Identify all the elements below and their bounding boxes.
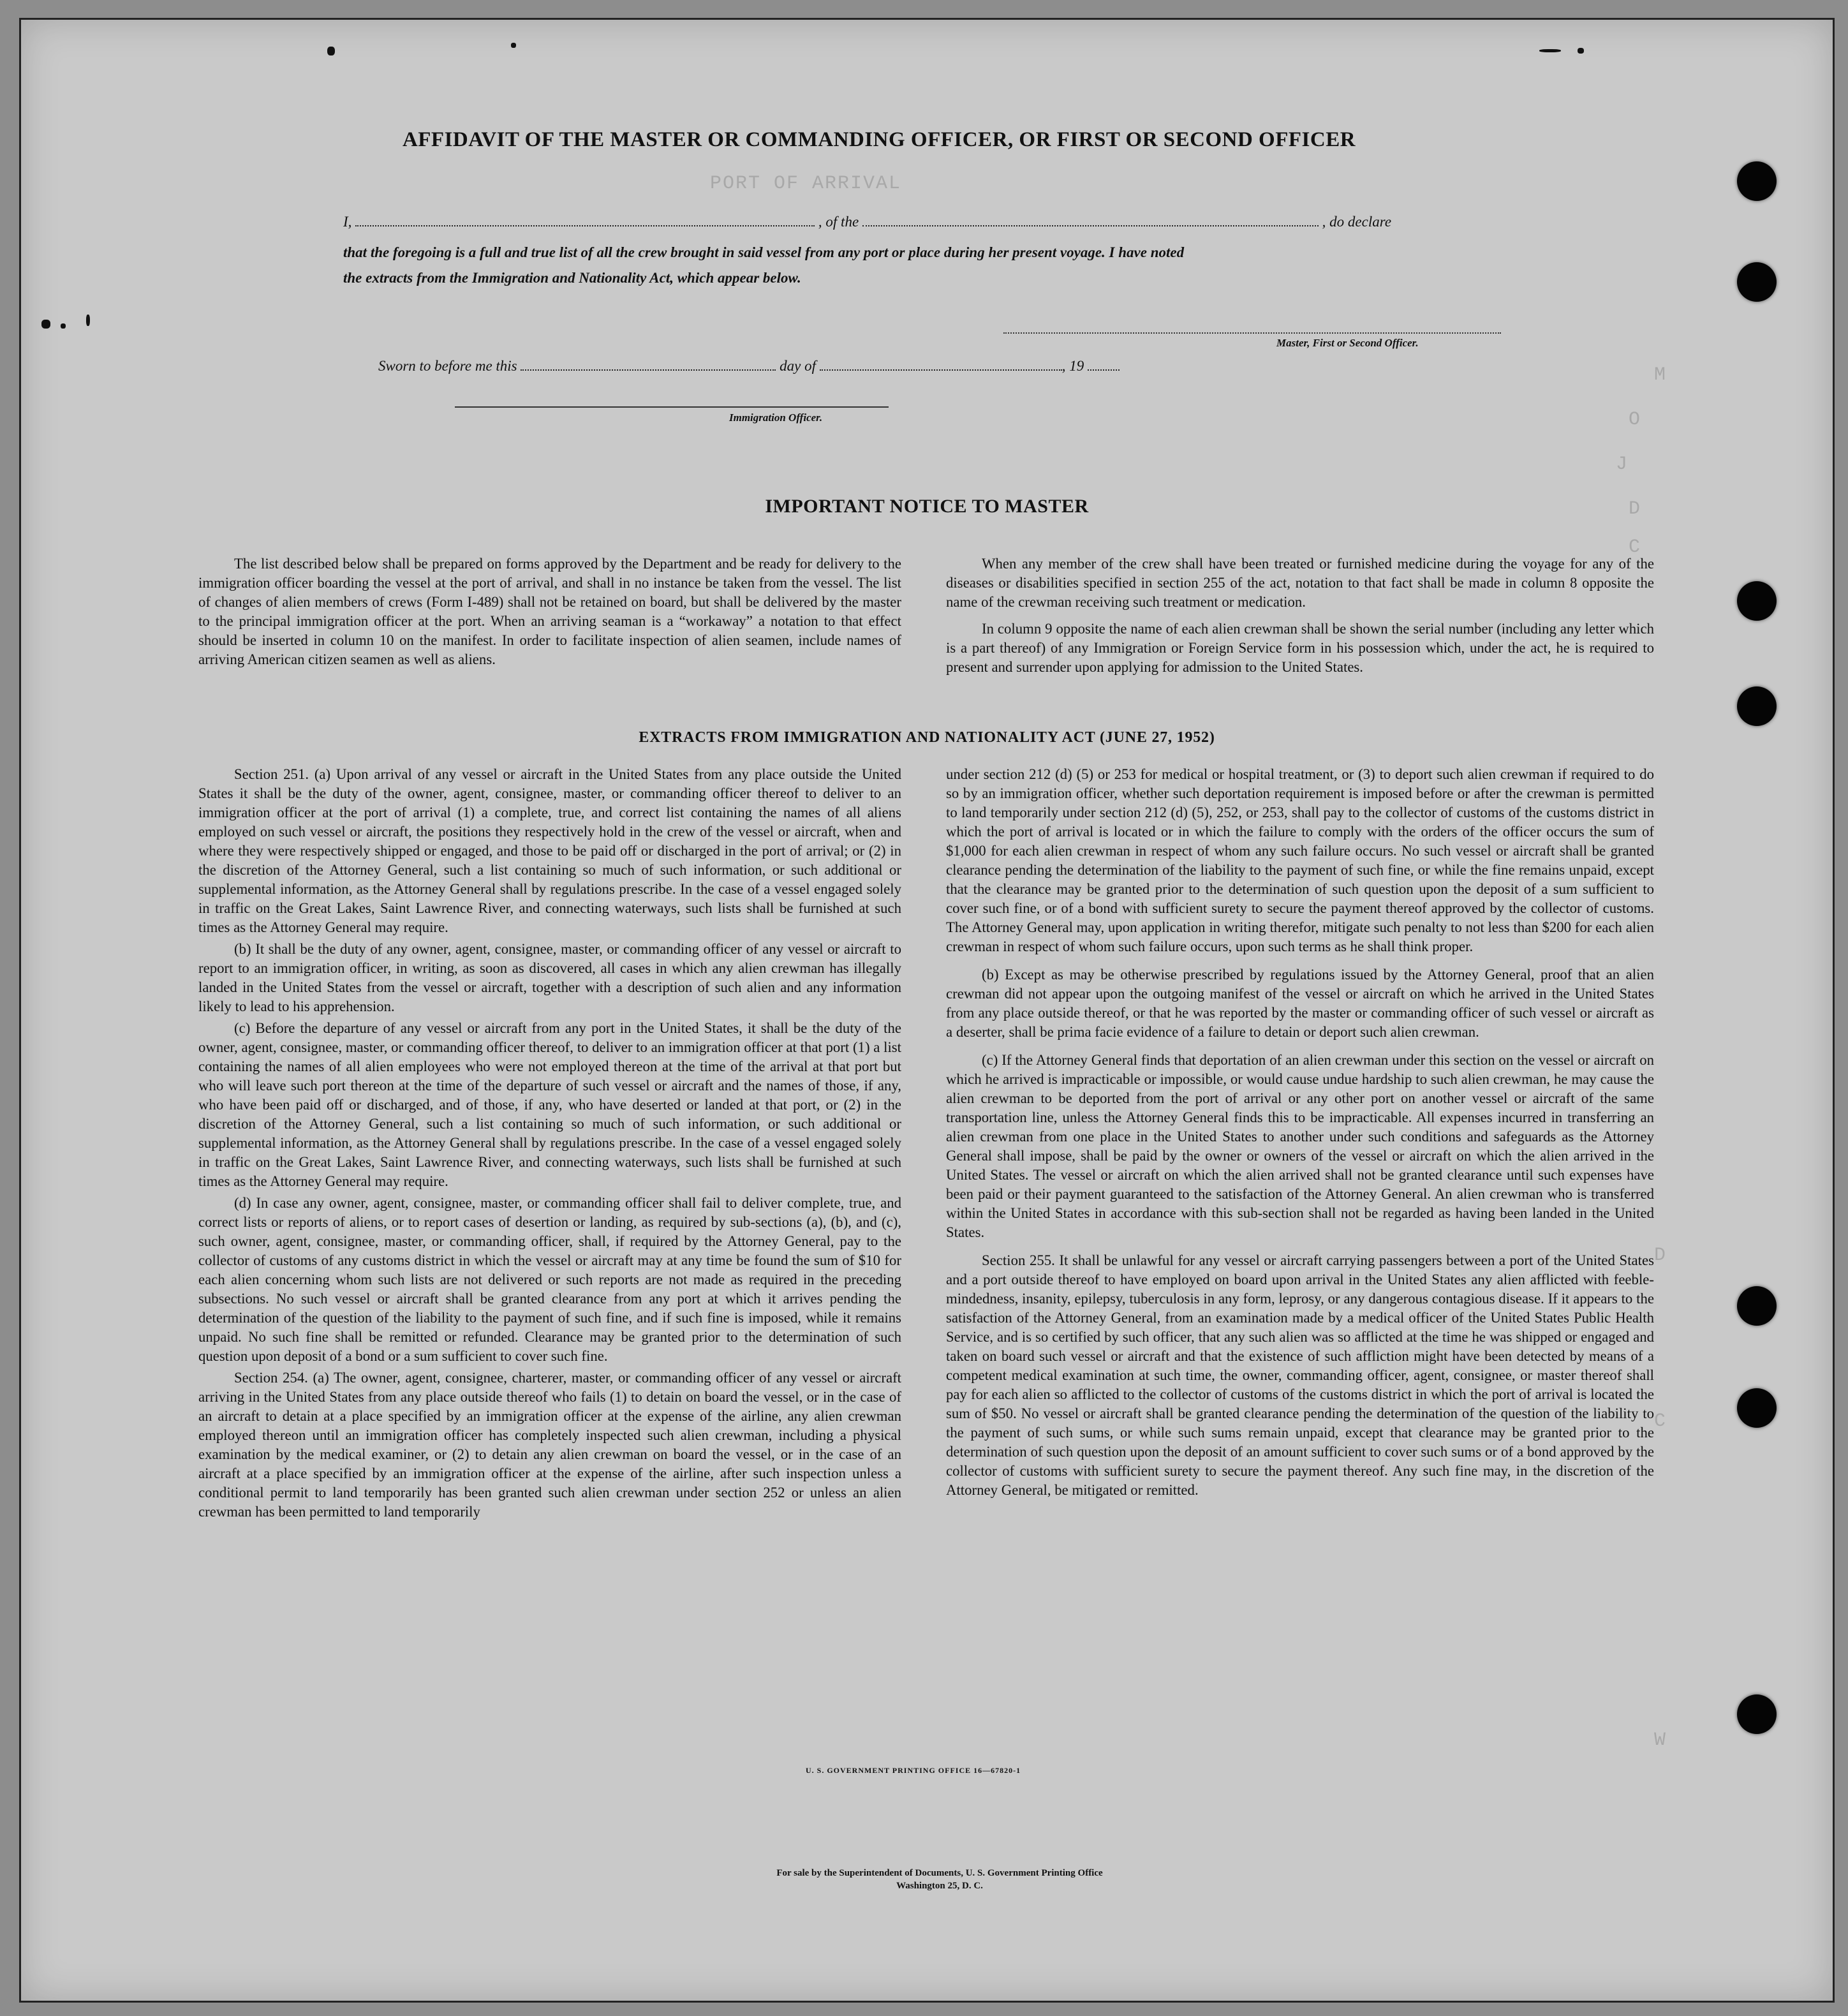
sworn-label: Sworn to before me this bbox=[378, 358, 517, 374]
do-declare-label: , do declare bbox=[1322, 214, 1392, 230]
bleed-through-text: W bbox=[1654, 1730, 1667, 1751]
extracts-right-column bbox=[946, 765, 1654, 1500]
sworn-month-field[interactable] bbox=[820, 357, 1062, 371]
i-label: I, bbox=[343, 214, 352, 230]
declarant-name-field[interactable] bbox=[355, 212, 815, 226]
bleed-through-text: PORT OF ARRIVAL bbox=[710, 173, 902, 195]
punch-hole bbox=[1737, 161, 1777, 201]
punch-hole bbox=[1737, 1694, 1777, 1734]
master-caption: Master, First or Second Officer. bbox=[1276, 337, 1419, 349]
bleed-through-text: O bbox=[1629, 409, 1642, 431]
notice-right-paragraph-2: In column 9 opposite the name of each alien crewman shall be shown the serial number (including any letter which is a part thereof) of any Immigration or Foreign Service form in his possession which, under the act, he is required to present and surrender upon applying for admission to the United States. bbox=[946, 621, 1654, 675]
notice-right-column bbox=[946, 554, 1654, 677]
punch-hole bbox=[1737, 581, 1777, 621]
bleed-through-text: C bbox=[1629, 537, 1642, 558]
vessel-name-field[interactable] bbox=[862, 212, 1319, 226]
printer-imprint: U. S. GOVERNMENT PRINTING OFFICE 16—67820-1 bbox=[806, 1766, 1021, 1775]
immigration-officer-signature-line[interactable] bbox=[455, 406, 889, 408]
sworn-day-field[interactable] bbox=[521, 357, 776, 371]
section-251-d: (d) In case any owner, agent, consignee, master, or commanding officer shall fail to deliver complete, true, and correct lists or reports of aliens, or to report cases of desertion or landing, as required by sub-sections (a), (b), and (c), such owner, agent, consignee, master, or commanding officer, shall, if required by the Attorney General, pay to the collector of customs of any customs district in which the vessel or aircraft may at any time be found the sum of $10 for each alien concerning whom such lists are not delivered or such reports are not made as required in the preceding subsections. No such vessel or aircraft shall be granted clearance from any port at which it arrives pending the determination of the question of the liability to the payment of such fine, and if such fine is imposed, while it remains unpaid. No such fine shall be remitted or refunded. Clearance may be granted prior to the determination of such question upon deposit of a bond or a sum sufficient to cover such fine. bbox=[198, 1195, 901, 1364]
punch-hole bbox=[1737, 1286, 1777, 1326]
punch-hole bbox=[1737, 262, 1777, 302]
notice-left-paragraph: The list described below shall be prepared on forms approved by the Department and be ready for delivery to the immigration officer boarding the vessel at the port of arrival, and shall in no instance be taken from the vessel. The list of changes of alien members of crews (Form I-489) shall not be retained on board, but shall be delivered by the master to the principal immigration officer at the port. When an arriving seaman is a “workaway” a notation to that effect should be inserted in column 10 on the manifest. In order to facilitate inspection of alien seamen, include names of arriving American citizen seamen as well as aliens. bbox=[198, 556, 901, 667]
bleed-through-text: J bbox=[1616, 454, 1629, 475]
immigration-caption: Immigration Officer. bbox=[729, 411, 823, 424]
ink-speck bbox=[327, 47, 335, 56]
section-254-a-continued: under section 212 (d) (5) or 253 for medical or hospital treatment, or (3) to deport such alien crewman if required to do so by an immigration officer, whether such deportation requirement is imposed before or after the crewman is permitted to land temporarily under section 212 (d) (5), 252, or 253, shall pay to the collector of customs of the customs district in which the port of arrival is located or in which the failure to comply with the orders of the officer occurs the sum of $1,000 for each alien crewman in respect of whom any such failure occurs. No such vessel or aircraft shall be granted clearance pending the determination of the liability to the payment of such fine, or while the fine remains unpaid, except that the clearance may be granted prior to the determination of such question upon the deposit of a sum sufficient to cover such fine, or of a bond with sufficient surety to secure the payment thereof approved by the collector of customs. The Attorney General may, upon application in writing therefor, mitigate such penalty to not less than $200 for each alien crewman in respect of whom such failure occurs, upon such terms as he shall think proper. bbox=[946, 766, 1654, 954]
bleed-through-text: C bbox=[1654, 1411, 1667, 1432]
year-label: , 19 bbox=[1061, 358, 1084, 374]
section-254-a: Section 254. (a) The owner, agent, consignee, charterer, master, or commanding officer of any vessel or aircraft arriving in the United States from any place outside thereof who fails (1) to detain on board the vessel, or in the case of an aircraft to detain at a place specified by an immigration officer at the expense of the airline, any alien crewman employed thereon until an immigration officer has completely inspected such alien crewman, including a physical examination by the medical examiner, or (2) to detain any alien crewman on board the vessel, or in the case of an aircraft at a place specified by an immigration officer at the expense of the airline, after such inspection unless a conditional permit to land temporarily has been granted such alien crewman under section 252 or unless an alien crewman has been permitted to land temporarily bbox=[198, 1370, 901, 1520]
notice-left-column bbox=[198, 554, 901, 669]
of-the-label: , of the bbox=[818, 214, 859, 230]
ink-speck bbox=[61, 323, 66, 329]
master-signature-line[interactable] bbox=[1003, 332, 1501, 334]
ink-speck bbox=[1578, 48, 1584, 54]
section-251-b: (b) It shall be the duty of any owner, agent, consignee, master, or commanding officer of any vessel or aircraft to report to an immigration officer, in writing, as soon as discovered, all cases in which any alien crewman has illegally landed in the United States from the vessel or aircraft, together with a description of such alien and any information likely to lead to his apprehension. bbox=[198, 941, 901, 1014]
affidavit-title: AFFIDAVIT OF THE MASTER OR COMMANDING OFFICER, OR FIRST OR SECOND OFFICER bbox=[402, 128, 1356, 151]
statement-line-1: that the foregoing is a full and true list of all the crew brought in said vessel from any port or place during her present voyage. I have noted bbox=[343, 244, 1185, 260]
section-251-c: (c) Before the departure of any vessel or aircraft from any port in the United States, it shall be the duty of the owner, agent, consignee, master, or commanding officer thereof, to deliver to an immigration officer at that port (1) a list containing the names of all alien employees who were not employed thereon at the time of the arrival at that port but who will leave such port thereon at the time of the departure of such vessel or aircraft and the names of those, if any, who have been paid off or discharged, and of those, if any, who have deserted or landed at that port, or (2) in the discretion of the Attorney General, such a list containing so much of such information, or such additional or supplemental information, as the Attorney General shall by regulations prescribe. In the case of a vessel engaged solely in traffic on the Great Lakes, Saint Lawrence River, and connecting waterways, such lists shall be furnished at such times as the Attorney General may require. bbox=[198, 1020, 901, 1189]
notice-right-paragraph-1: When any member of the crew shall have been treated or furnished medicine during the voyage for any of the diseases or disabilities specified in section 255 of the act, notation to that fact shall be made in column 8 opposite the name of the crewman receiving such treatment or medication. bbox=[946, 556, 1654, 610]
punch-hole bbox=[1737, 1388, 1777, 1428]
section-251-a: Section 251. (a) Upon arrival of any vessel or aircraft in the United States from any place outside the United States it shall be the duty of the owner, agent, consignee, master, or commanding officer thereof to deliver to an immigration officer at the port of arrival (1) a complete, true, and correct list containing the names of all aliens employed on such vessel or aircraft, the positions they respectively hold in the crew of the vessel or aircraft, when and where they were respectively shipped or engaged, and those to be paid off or discharged in the port of arrival; or (2) in the discretion of the Attorney General, such a list containing so much of such information, or such additional or supplemental information, as the Attorney General shall by regulations prescribe. In the case of a vessel engaged solely in traffic on the Great Lakes, Saint Lawrence River, and connecting waterways, such lists shall be furnished at such times as the Attorney General may require. bbox=[198, 766, 901, 935]
ink-speck bbox=[511, 43, 516, 48]
ink-speck bbox=[86, 315, 90, 326]
statement-line-2: the extracts from the Immigration and Nationality Act, which appear below. bbox=[343, 270, 801, 286]
extracts-left-column bbox=[198, 765, 901, 1522]
punch-hole bbox=[1737, 686, 1777, 726]
bleed-through-text: M bbox=[1654, 364, 1667, 386]
footer-line-1: For sale by the Superintendent of Documents, U. S. Government Printing Office bbox=[776, 1868, 1103, 1878]
notice-title: IMPORTANT NOTICE TO MASTER bbox=[765, 496, 1089, 517]
document-page bbox=[19, 18, 1835, 2003]
bleed-through-text: D bbox=[1654, 1245, 1667, 1266]
section-255: Section 255. It shall be unlawful for any vessel or aircraft carrying passengers between a port of the United States and a port outside thereof to have employed on board upon arrival in the United States any alien afflicted with feeble-mindedness, insanity, epilepsy, tuberculosis in any form, leprosy, or any dangerous contagious disease. If it appears to the satisfaction of the Attorney General, from an examination made by a medical officer of the United States Public Health Service, and is so certified by such officer, that any such alien was so afflicted at the time he was shipped or engaged and taken on board such vessel or aircraft and that the existence of such affliction might have been detected by means of a competent medical examination at such time, the owner, commanding officer, agent, consignee, or master thereof shall pay for each alien so afflicted to the collector of customs of the customs district in which the port of arrival is located the sum of $50. No vessel or aircraft shall be granted clearance pending the determination of the question of the liability to the payment of such sums, or while such sums remain unpaid, except that clearance may be granted prior to the determination of such question upon the deposit of an amount sufficient to cover such sums or of a bond approved by the collector of customs with sufficient surety to secure the payment thereof. Any such fine may, in the discretion of the Attorney General, be mitigated or remitted. bbox=[946, 1252, 1654, 1498]
extracts-title: EXTRACTS FROM IMMIGRATION AND NATIONALITY ACT (JUNE 27, 1952) bbox=[639, 729, 1215, 746]
footer-line-2: Washington 25, D. C. bbox=[896, 1881, 983, 1891]
day-of-label: day of bbox=[780, 358, 816, 374]
ink-speck bbox=[1539, 49, 1561, 52]
section-254-c: (c) If the Attorney General finds that deportation of an alien crewman under this section on the vessel or aircraft on which he arrived is impracticable or impossible, or would cause undue hardship to such alien crewman, he may cause the alien crewman to be deported from the port of arrival or any other port on another vessel or aircraft of the same transportation line, unless the Attorney General finds this to be impracticable. All expenses incurred in transferring an alien crewman from one place in the United States to another under such conditions and safeguards as the Attorney General shall impose, shall be paid by the owner or owners of the vessel or aircraft on which the alien arrived in the United States. The vessel or aircraft on which the alien arrived shall not be granted clearance until such expenses have been paid or their payment guaranteed to the satisfaction of the Attorney General. An alien crewman who is transferred within the United States in accordance with this sub-section shall not be regarded as having been landed in the United States. bbox=[946, 1052, 1654, 1240]
ink-speck bbox=[41, 320, 50, 329]
section-254-b: (b) Except as may be otherwise prescribed by regulations issued by the Attorney General, proof that an alien crewman did not appear upon the outgoing manifest of the vessel or aircraft on which he arrived in the United States from any place outside thereof, or that he was reported by the master or commanding officer of such vessel or aircraft as a deserter, shall be prima facie evidence of a failure to detain or deport such alien crewman. bbox=[946, 967, 1654, 1040]
declarant-line bbox=[343, 212, 1391, 230]
bleed-through-text: D bbox=[1629, 498, 1642, 520]
sworn-line bbox=[378, 357, 1120, 374]
sworn-year-field[interactable] bbox=[1088, 357, 1120, 371]
footer bbox=[678, 1867, 1201, 1892]
